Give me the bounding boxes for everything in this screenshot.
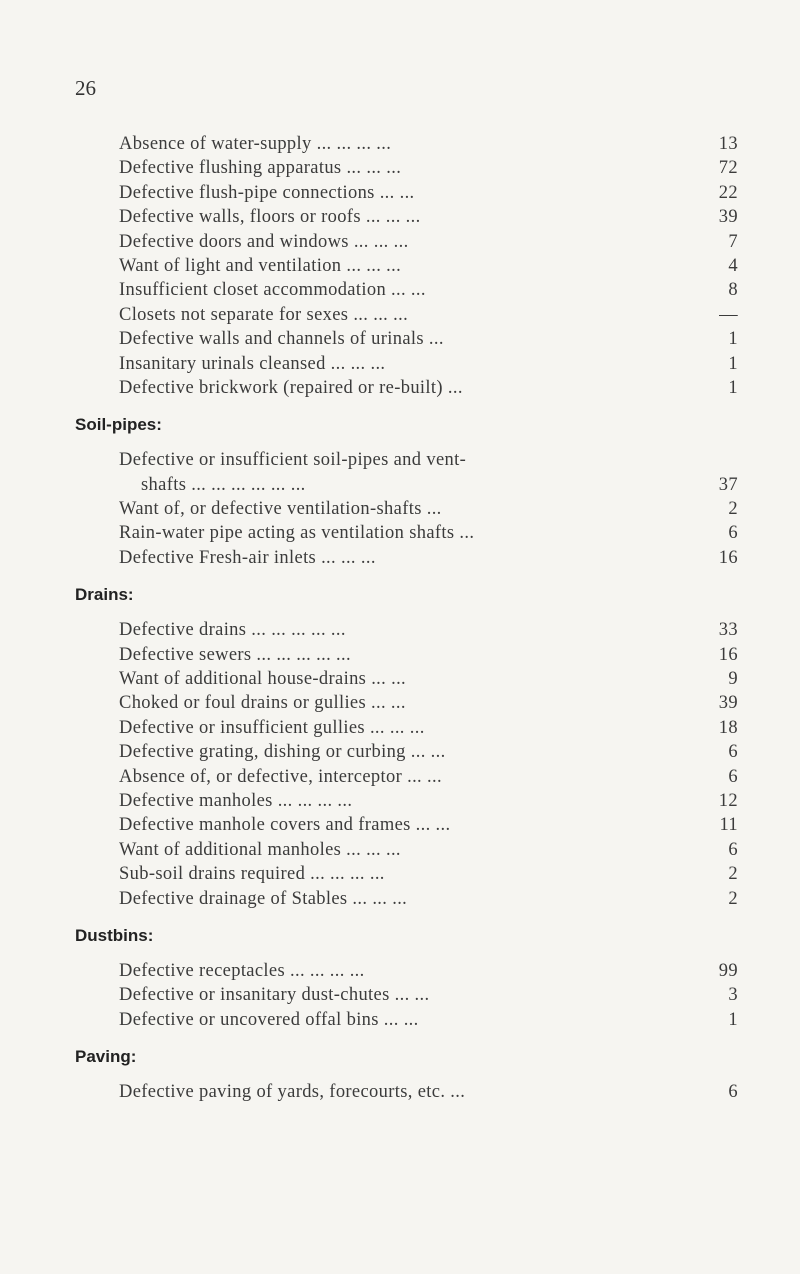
item-label: Want of light and ventilation ... ... ... bbox=[119, 255, 402, 276]
item-label: Want of additional manholes ... ... ... bbox=[119, 839, 401, 860]
list-item bbox=[0, 230, 800, 254]
page-number: 26 bbox=[75, 76, 96, 100]
item-value: 8 bbox=[728, 280, 738, 301]
item-label: Defective flush-pipe connections ... ... bbox=[119, 182, 415, 203]
item-value: 1 bbox=[728, 329, 738, 350]
list-item bbox=[0, 132, 800, 156]
item-value: 13 bbox=[718, 134, 738, 154]
item-value: — bbox=[719, 304, 738, 325]
list-item bbox=[0, 887, 800, 911]
list-item bbox=[0, 205, 800, 229]
item-value: 18 bbox=[718, 717, 738, 738]
item-label: Insanitary urinals cleansed ... ... ... bbox=[119, 353, 386, 374]
item-label: Defective brickwork (repaired or re-built) ... bbox=[119, 377, 463, 398]
item-label: shafts ... ... ... ... ... ... bbox=[141, 474, 306, 495]
item-label: Defective walls and channels of urinals ... bbox=[119, 329, 444, 350]
list-item bbox=[0, 862, 800, 886]
list-item bbox=[0, 765, 800, 789]
item-value: 37 bbox=[718, 474, 738, 495]
drains-heading: Drains: bbox=[75, 585, 134, 605]
item-value: 33 bbox=[718, 620, 738, 641]
item-value: 1 bbox=[728, 353, 738, 374]
list-item-continuation bbox=[0, 473, 800, 497]
item-label: Defective or insufficient soil-pipes and vent- bbox=[119, 450, 467, 471]
item-value: 1 bbox=[728, 1009, 738, 1030]
item-label: Defective flushing apparatus ... ... ... bbox=[119, 158, 402, 179]
item-value: 2 bbox=[728, 888, 738, 909]
list-item bbox=[0, 303, 800, 327]
list-item bbox=[0, 691, 800, 715]
item-label: Absence of water-supply ... ... ... ... bbox=[119, 134, 392, 154]
item-value: 99 bbox=[718, 960, 738, 981]
paving-section bbox=[0, 1080, 800, 1104]
item-value: 7 bbox=[728, 231, 738, 252]
item-value: 2 bbox=[728, 499, 738, 520]
item-label: Rain-water pipe acting as ventilation shafts ... bbox=[119, 523, 475, 544]
item-value: 72 bbox=[718, 158, 738, 179]
list-item bbox=[0, 1080, 800, 1104]
item-value: 22 bbox=[718, 182, 738, 203]
item-value: 1 bbox=[728, 377, 738, 398]
list-item bbox=[0, 643, 800, 667]
list-item bbox=[0, 959, 800, 983]
item-label: Defective manhole covers and frames ... ... bbox=[119, 815, 451, 836]
paving-heading: Paving: bbox=[75, 1047, 137, 1067]
item-label: Defective sewers ... ... ... ... ... bbox=[119, 644, 351, 665]
list-item bbox=[0, 838, 800, 862]
list-item bbox=[0, 789, 800, 813]
list-item bbox=[0, 983, 800, 1007]
item-label: Closets not separate for sexes ... ... ... bbox=[119, 304, 409, 325]
list-item bbox=[0, 716, 800, 740]
list-item bbox=[0, 352, 800, 376]
list-item bbox=[0, 448, 800, 472]
item-value: 16 bbox=[718, 644, 738, 665]
item-value: 11 bbox=[719, 815, 738, 836]
item-label: Choked or foul drains or gullies ... ... bbox=[119, 693, 406, 714]
item-label: Sub-soil drains required ... ... ... ... bbox=[119, 864, 385, 885]
item-label: Defective or insanitary dust-chutes ... ... bbox=[119, 985, 430, 1006]
dustbins-heading: Dustbins: bbox=[75, 925, 154, 945]
item-value: 6 bbox=[728, 1082, 738, 1103]
list-item bbox=[0, 497, 800, 521]
list-item bbox=[0, 521, 800, 545]
list-item bbox=[0, 546, 800, 570]
list-item bbox=[0, 278, 800, 302]
item-value: 6 bbox=[728, 523, 738, 544]
list-item bbox=[0, 740, 800, 764]
item-label: Defective receptacles ... ... ... ... bbox=[119, 960, 365, 981]
item-value: 6 bbox=[728, 766, 738, 787]
item-label: Want of additional house-drains ... ... bbox=[119, 669, 407, 690]
dustbins-section bbox=[0, 959, 800, 1032]
item-value: 2 bbox=[728, 864, 738, 885]
item-label: Defective manholes ... ... ... ... bbox=[119, 790, 353, 811]
item-value: 12 bbox=[718, 790, 738, 811]
drains-section bbox=[0, 618, 800, 911]
item-label: Absence of, or defective, interceptor ... ... bbox=[119, 766, 442, 787]
item-label: Defective walls, floors or roofs ... ... ... bbox=[119, 207, 421, 228]
item-value: 4 bbox=[728, 255, 738, 276]
list-item bbox=[0, 813, 800, 837]
soil-pipes-heading: Soil-pipes: bbox=[75, 415, 162, 435]
item-value: 9 bbox=[728, 669, 738, 690]
list-item bbox=[0, 1008, 800, 1032]
list-item bbox=[0, 618, 800, 642]
item-label: Defective Fresh-air inlets ... ... ... bbox=[119, 547, 376, 568]
item-value: 39 bbox=[718, 693, 738, 714]
list-item bbox=[0, 327, 800, 351]
item-label: Defective grating, dishing or curbing ... ... bbox=[119, 742, 446, 763]
closets-section bbox=[0, 132, 800, 400]
list-item bbox=[0, 667, 800, 691]
item-label: Insufficient closet accommodation ... ... bbox=[119, 280, 426, 301]
item-label: Want of, or defective ventilation-shafts ... bbox=[119, 499, 442, 520]
item-value: 6 bbox=[728, 742, 738, 763]
list-item bbox=[0, 181, 800, 205]
item-label: Defective doors and windows ... ... ... bbox=[119, 231, 409, 252]
item-value: 6 bbox=[728, 839, 738, 860]
soil-pipes-section bbox=[0, 448, 800, 570]
list-item bbox=[0, 376, 800, 400]
item-label: Defective drainage of Stables ... ... ... bbox=[119, 888, 408, 909]
item-value: 16 bbox=[718, 547, 738, 568]
defects-list bbox=[0, 132, 800, 1105]
item-value: 39 bbox=[718, 207, 738, 228]
item-label: Defective drains ... ... ... ... ... bbox=[119, 620, 346, 641]
item-label: Defective paving of yards, forecourts, etc. ... bbox=[119, 1082, 466, 1103]
item-value: 3 bbox=[728, 985, 738, 1006]
list-item bbox=[0, 156, 800, 180]
item-label: Defective or insufficient gullies ... ... ... bbox=[119, 717, 425, 738]
item-label: Defective or uncovered offal bins ... ... bbox=[119, 1009, 419, 1030]
list-item bbox=[0, 254, 800, 278]
